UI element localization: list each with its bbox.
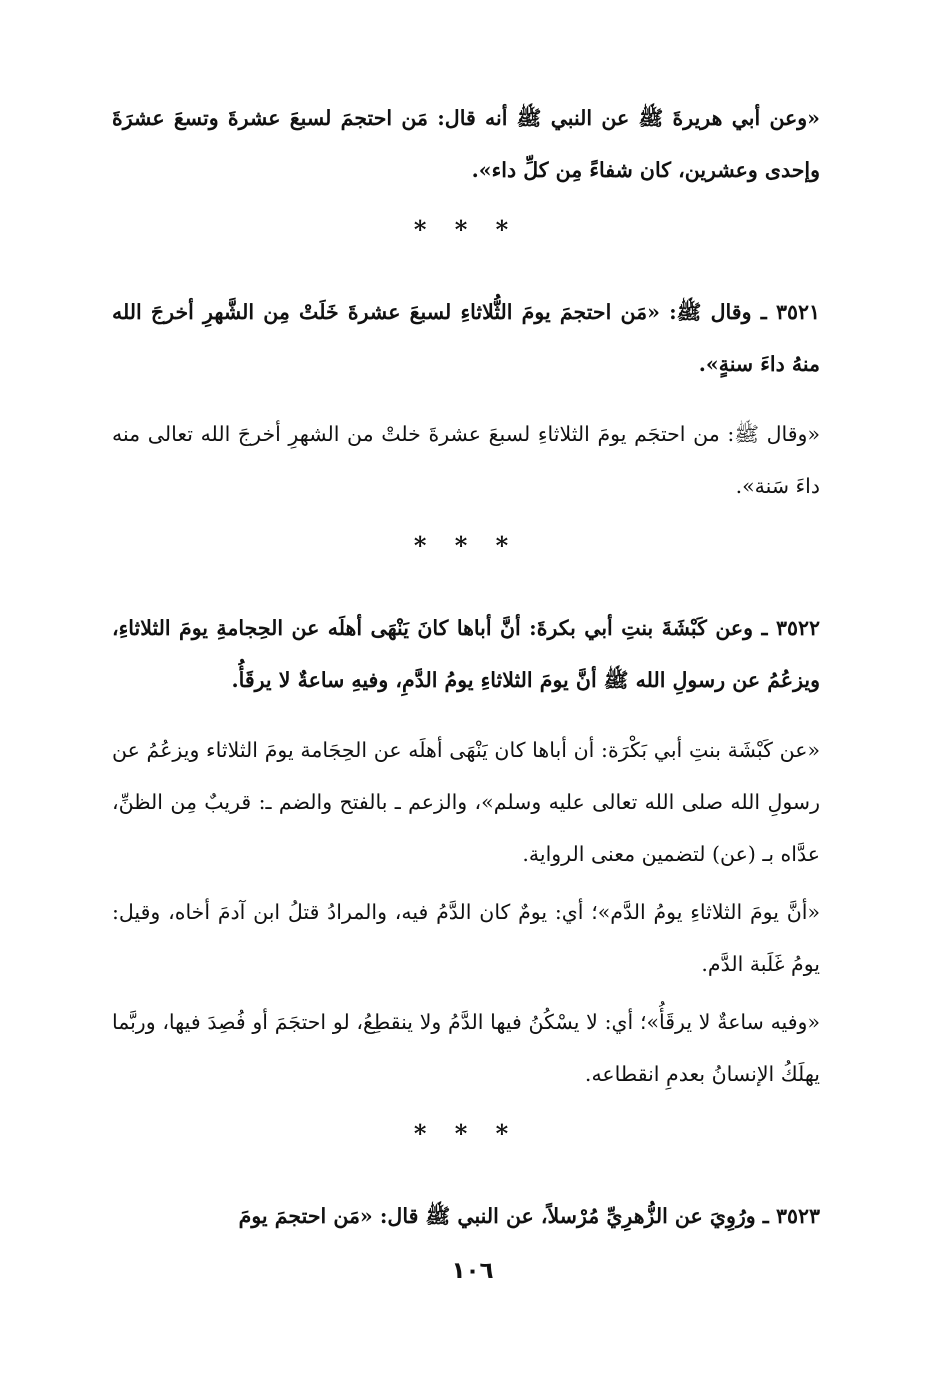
hadith-number: ٣٥٢٢ [775,616,820,640]
section-separator: * * * [413,1119,519,1148]
commentary-paragraph: «أنَّ يومَ الثلاثاءِ يومُ الدَّم»؛ أي: يومٌ كان الدَّمُ فيه، والمرادُ قتلُ ابن آدمَ أخاه، وقيل: يومُ غَلَبة الدَّم. [112,900,820,976]
hadith-text: ـ وقال ﷺ: «مَن احتجمَ يومَ الثُّلاثاءِ لسبعَ عشرةَ خَلَتْ مِن الشَّهرِ أخرجَ الله منهُ داءَ سنةٍ». [112,300,820,376]
hadith-text: ـ ورُوِيَ عن الزُّهرِيِّ مُرْسلاً، عن النبي ﷺ قال: «مَن احتجمَ يومَ [238,1204,769,1228]
commentary-paragraph: «وفيه ساعةٌ لا يرقَأُ»؛ أي: لا يسْكُنُ فيها الدَّمُ ولا ينقطِعُ، لو احتجَمَ أو فُصِدَ فيها، وربَّما يهلَكُ الإنسانُ بعدمِ انقطاعه. [112,1010,820,1086]
hadith-3521 [112,286,820,390]
hadith-number: ٣٥٢٣ [775,1204,820,1228]
section-separator: * * * [413,215,519,244]
commentary-paragraph: «عن كَبْشَة بنتِ أبي بَكْرَة: أن أباها كان يَنْهَى أهلَه عن الحِجَامة يومَ الثلاثاء ويزعُمُ عن رسولِ الله صلى الله تعالى عليه وسلم»، والزعم ـ بالفتح والضم ـ: قريبٌ مِن الظنِّ، عدَّاه بـ (عن) لتضمين معنى الرواية. [112,738,820,866]
spacer [112,706,820,724]
hadith-3522 [112,602,820,706]
page-body [112,92,820,1242]
hadith-number: ٣٥٢١ [775,300,820,324]
commentary-paragraph: «وقال ﷺ: من احتجَم يومَ الثلاثاءِ لسبعَ عشرةَ خلتْ من الشهرِ أخرجَ الله تعالى منه داءَ سَنة». [112,422,820,498]
hadith-3523 [112,1190,820,1242]
hadith-text: ـ وعن كَبْشَةَ بنتِ أبي بكرةَ: أنَّ أباها كانَ يَنْهَى أهلَه عن الحِجامةِ يومَ الثلاثاءِ، ويزعُمُ عن رسولِ الله ﷺ أنَّ يومَ الثلاثاءِ يومُ الدَّمِ، وفيهِ ساعةٌ لا يرقَأُ. [112,616,820,692]
hadith-paragraph: «وعن أبي هريرةَ ﷺ عن النبي ﷺ أنه قال: مَن احتجمَ لسبعَ عشرةَ وتسعَ عشرَةَ وإحدى وعشرين، كان شفاءً مِن كلِّ داء». [112,106,820,182]
section-separator: * * * [413,531,519,560]
spacer [112,390,820,408]
page-number: ١٠٦ [451,1258,494,1284]
